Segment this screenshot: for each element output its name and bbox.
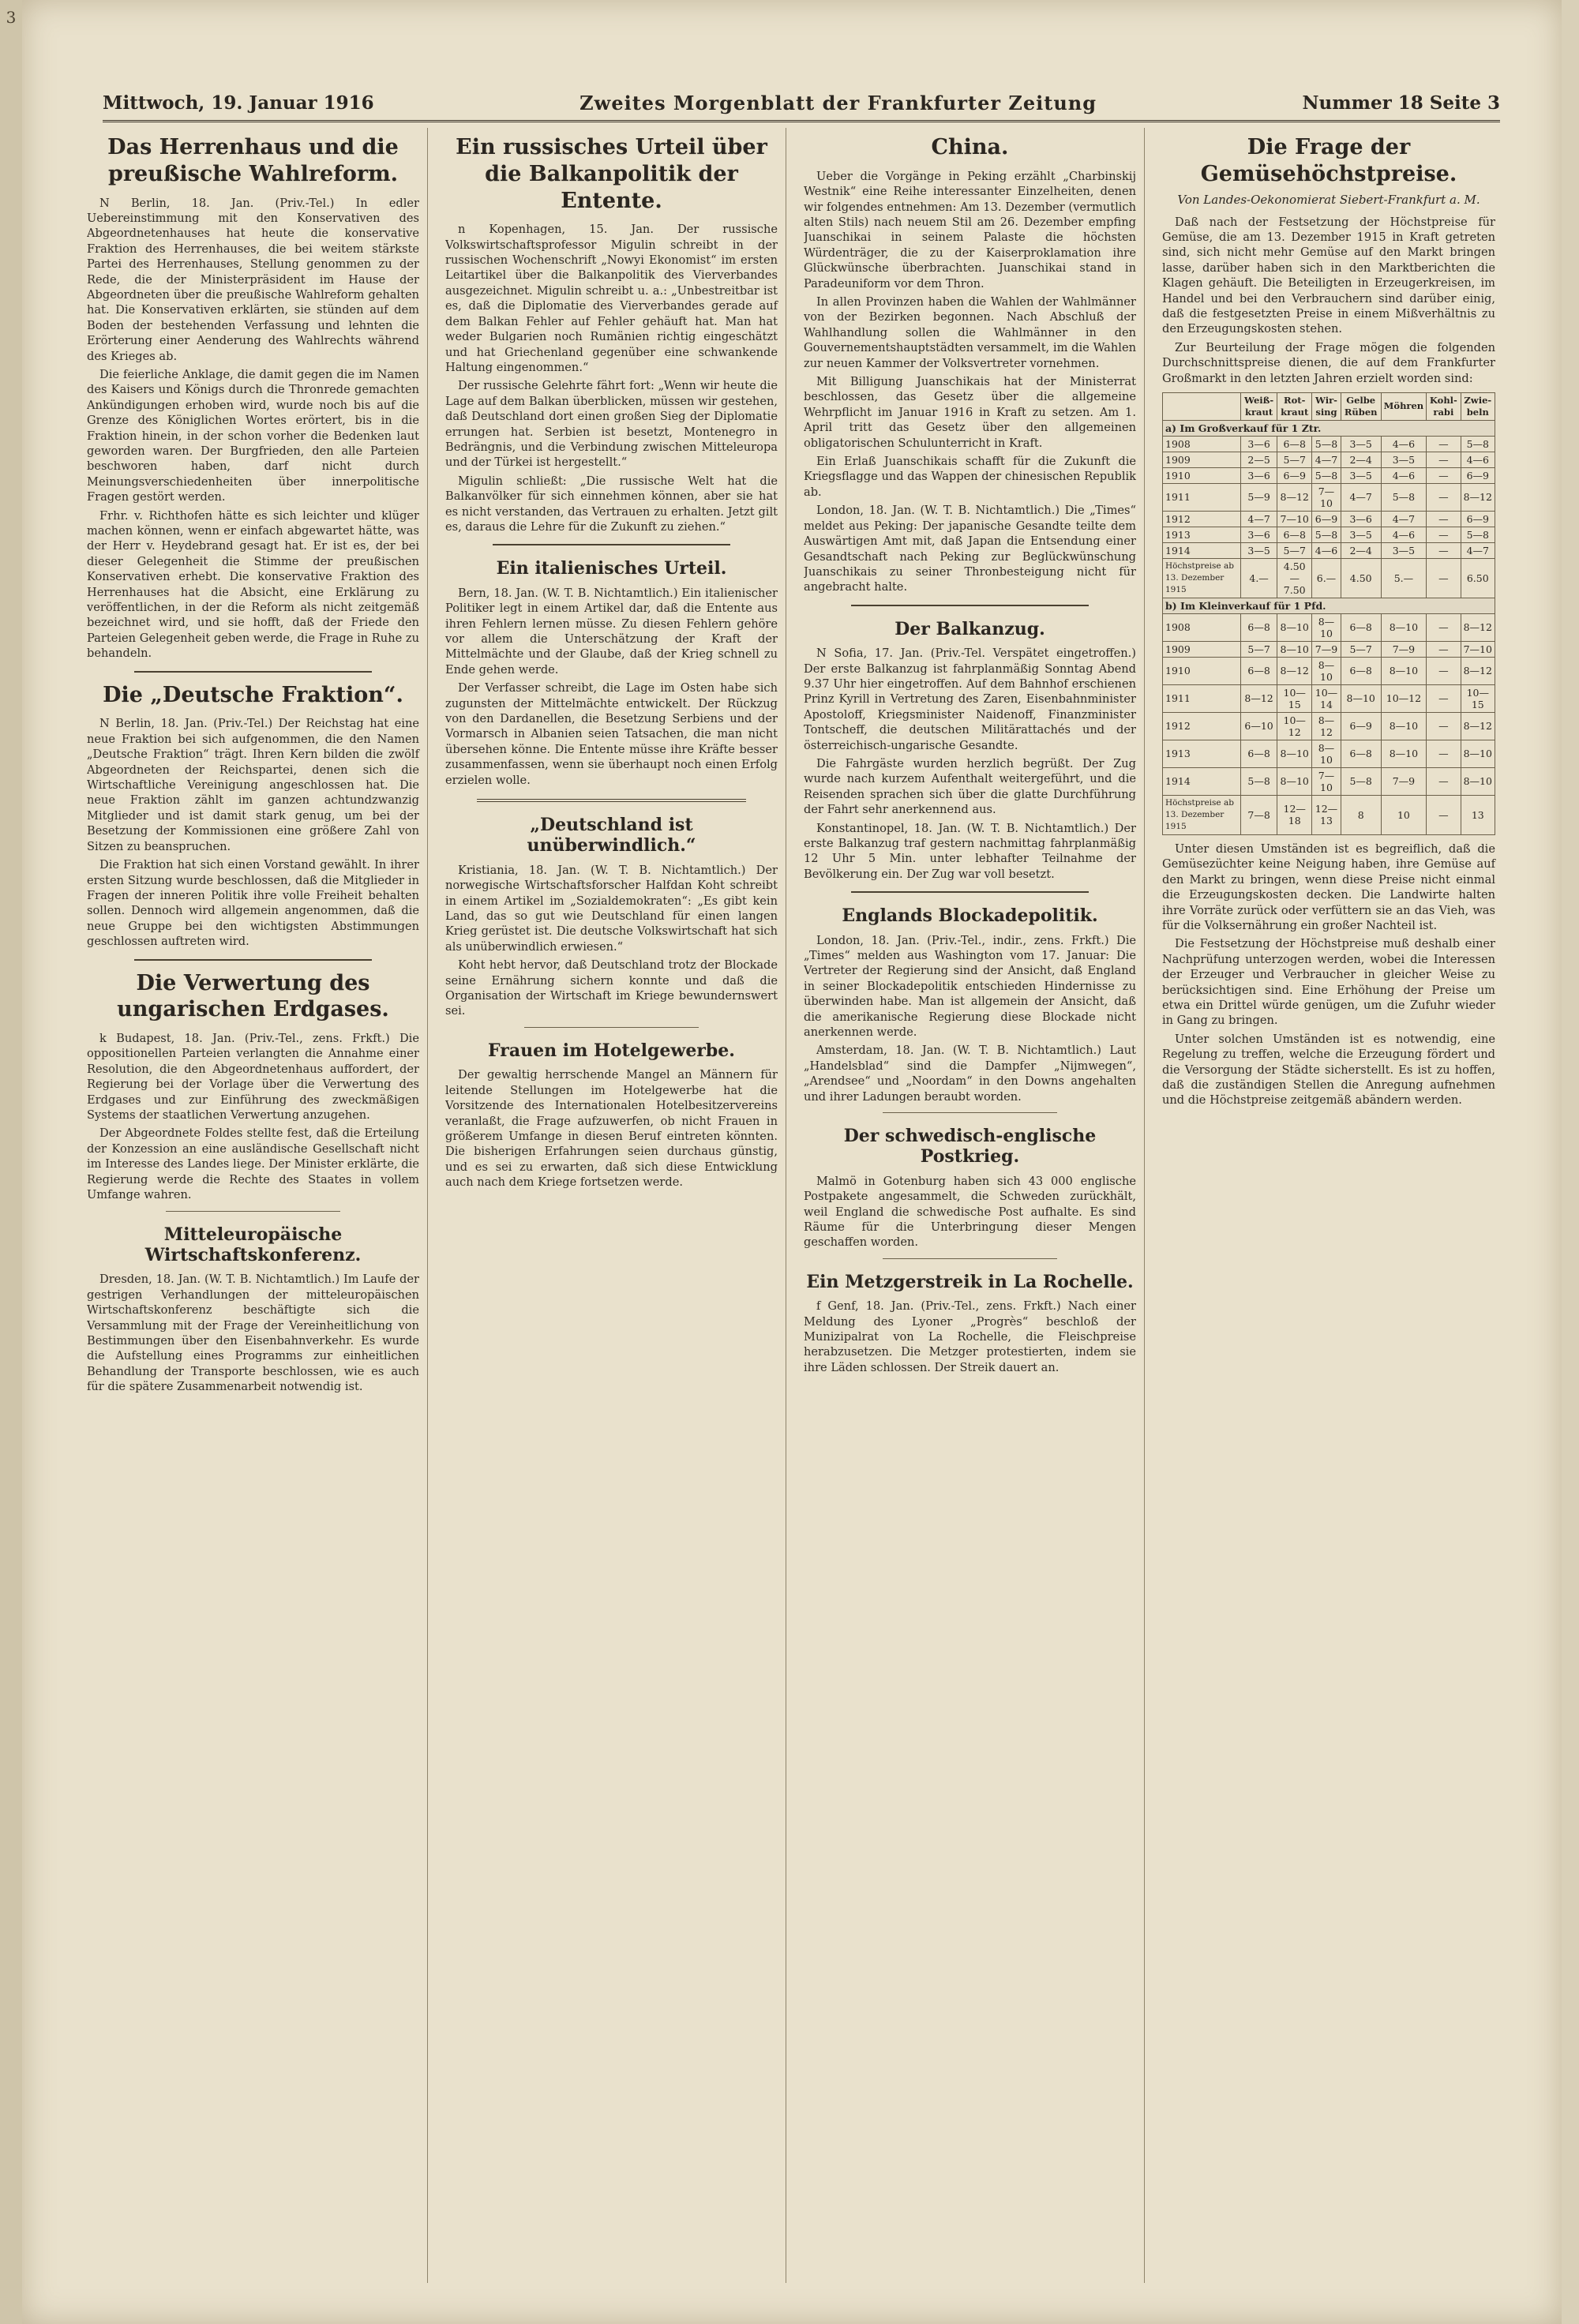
price-table-row <box>1163 641 1495 657</box>
price-table-cell: 1909 <box>1163 641 1241 657</box>
article-paragraph: k Budapest, 18. Jan. (Priv.-Tel., zens. Frkft.) Die oppositionellen Parteien verlangten die Annahme einer Resolution, die den Abgeordnetenhaus auffordert, der Regierung bei der Vorlage über die Verwertung des Erdgases und zur Einführung des zweckmäßigen Systems der staatlichen Verwertung anzugehen. <box>87 1032 419 1123</box>
price-table-cell: 10—15 <box>1461 684 1495 712</box>
price-table-cell: 4—7 <box>1381 511 1427 527</box>
price-table-cell: 6—8 <box>1341 657 1381 684</box>
price-table-cell: 6—9 <box>1277 467 1312 483</box>
price-table-row <box>1163 436 1495 452</box>
divider <box>477 799 746 802</box>
price-table-row <box>1163 452 1495 467</box>
price-table-cell: — <box>1427 527 1461 542</box>
price-table-header-cell: Möhren <box>1381 392 1427 420</box>
article-paragraph: Die Festsetzung der Höchstpreise muß deshalb einer Nachprüfung unterzogen werden, wobei die Interessen der Erzeuger und Verbraucher in gleicher Weise zu berücksichtigen sind. Eine Erhöhung der Preise um etwa ein Drittel würde genügen, um die Zufuhr wieder in Gang zu bringen. <box>1162 937 1495 1028</box>
article-paragraph: N Sofia, 17. Jan. (Priv.-Tel. Verspätet eingetroffen.) Der erste Balkanzug ist fahrplanmäßig Sonntag Abend 9.37 Uhr hier eingetroffen. Auf dem Bahnhof erschienen Prinz Kyrill in Vertretung des Zaren, Eisenbahnminister Apostoloff, Kriegsminister Naidenoff, Finanzminister Tontscheff, die deutschen Militärattachés und der österreichisch-ungarische Gesandte. <box>804 647 1136 752</box>
divider <box>166 1211 340 1212</box>
article-paragraph: Migulin schließt: „Die russische Welt hat die Balkanvölker für sich einnehmen können, aber sie hat es nicht verstanden, das Vertrauen zu erhalten. Jetzt gilt es, daraus die Lehre für die Zukunft zu ziehen.“ <box>445 474 778 534</box>
price-table-cell: 8—10 <box>1312 740 1341 767</box>
price-table-cell: 6—9 <box>1312 511 1341 527</box>
price-table-cell: 6—9 <box>1461 467 1495 483</box>
price-table <box>1162 392 1495 835</box>
price-table-cell: 10—12 <box>1277 712 1312 740</box>
price-table-row <box>1163 527 1495 542</box>
divider <box>851 605 1089 606</box>
price-table-cell: 8—10 <box>1381 740 1427 767</box>
price-table-cell: 5—8 <box>1241 767 1277 795</box>
article-title: „Deutschland ist unüberwindlich.“ <box>527 815 696 857</box>
price-table-cell: 8—12 <box>1461 712 1495 740</box>
price-table-cell: — <box>1427 712 1461 740</box>
article-paragraph: Daß nach der Festsetzung der Höchstpreise für Gemüse, die am 13. Dezember 1915 in Kraft getreten sind, sich nicht mehr Gemüse auf den Markt bringen lasse, darüber haben sich in den Marktberichten die Klagen gehäuft. Die Beteiligten in Erzeugerkreisen, im Handel und bei den Verbrauchern sind darüber einig, daß die festgesetzten Preise in einem Mißverhältnis zu den Erzeugungskosten stehen. <box>1162 215 1495 336</box>
divider <box>134 671 372 673</box>
price-table-cell: 1909 <box>1163 452 1241 467</box>
price-table-cell: 10 <box>1381 795 1427 834</box>
price-table-maxprice-label: Höchstpreise ab 13. Dezember 1915 <box>1163 558 1241 598</box>
article-title: Englands Blockadepolitik. <box>842 905 1098 927</box>
price-table-section-row <box>1163 598 1495 613</box>
price-table-cell: — <box>1427 657 1461 684</box>
article-paragraph: Der gewaltig herrschende Mangel an Männern für leitende Stellungen im Hotelgewerbe hat die Vorsitzende des Internationalen Hotelbesitzervereins veranlaßt, die Frage aufzuwerfen, ob nicht Frauen in größerem Umfange in diesen Beruf eintreten könnten. Die bisherigen Erfahrungen seien durchaus günstig, und es sei zu erwarten, daß sich diese Entwicklung auch nach dem Kriege fortsetzen werde. <box>445 1068 778 1190</box>
price-table-cell: 7—8 <box>1241 795 1277 834</box>
price-table-header-cell: Weiß-kraut <box>1241 392 1277 420</box>
price-table-cell: 8—12 <box>1461 657 1495 684</box>
price-table-cell: 1913 <box>1163 527 1241 542</box>
price-table-cell: 3—6 <box>1241 527 1277 542</box>
article-paragraph: f Genf, 18. Jan. (Priv.-Tel., zens. Frkft.) Nach einer Meldung des Lyoner „Progrès“ beschloß der Munizipalrat von La Rochelle, die Fleischpreise herabzusetzen. Die Metzger protestierten, indem sie ihre Läden schlossen. Der Streik dauert an. <box>804 1299 1136 1374</box>
article-paragraph: Ein Erlaß Juanschikais schafft für die Zukunft die Kriegsflagge und das Wappen der chinesischen Republik ab. <box>804 455 1136 499</box>
price-table-cell: 3—6 <box>1341 511 1381 527</box>
price-table-cell: 8—12 <box>1277 483 1312 511</box>
article-title: China. <box>931 135 1009 159</box>
article-title: Ein russisches Urteil über die Balkanpolitik der Entente. <box>456 135 767 213</box>
price-table-cell: 1914 <box>1163 542 1241 558</box>
price-table-cell: 10—15 <box>1277 684 1312 712</box>
price-table-cell: — <box>1427 740 1461 767</box>
price-table-cell: 6—8 <box>1277 527 1312 542</box>
article-paragraph: Bern, 18. Jan. (W. T. B. Nichtamtlich.) Ein italienischer Politiker legt in einem Artikel dar, daß die Entente aus ihren Fehlern lernen müsse. Zu diesen Fehlern gehöre vor allem die Unterschätzung der Kraft der Mittelmächte und der Glaube, daß der Krieg schnell zu Ende gehen werde. <box>445 586 778 677</box>
price-table-cell: — <box>1427 558 1461 598</box>
price-table-cell: 4—6 <box>1461 452 1495 467</box>
price-table-cell: 3—5 <box>1241 542 1277 558</box>
price-table-cell: 8—10 <box>1277 613 1312 641</box>
article-title: Die Verwertung des ungarischen Erdgases. <box>117 970 389 1022</box>
price-table-cell: 13 <box>1461 795 1495 834</box>
price-table-row <box>1163 740 1495 767</box>
price-table-cell: 10—14 <box>1312 684 1341 712</box>
divider <box>493 544 730 545</box>
article-paragraph: Der Verfasser schreibt, die Lage im Osten habe sich zugunsten der Mittelmächte entwickelt. Der Rückzug von den Dardanellen, die Besetzung Serbiens und der Vormarsch in Albanien seien Tatsachen, die man nicht übersehen könne. Die Entente müsse ihre Kräfte besser zusammenfassen, wenn sie überhaupt noch einen Erfolg erzielen wolle. <box>445 681 778 787</box>
price-table-cell: — <box>1427 795 1461 834</box>
price-table-row <box>1163 684 1495 712</box>
price-table-cell: — <box>1427 641 1461 657</box>
price-table-cell: — <box>1427 467 1461 483</box>
price-table-row <box>1163 542 1495 558</box>
price-table-cell: 3—5 <box>1381 452 1427 467</box>
price-table-cell: 6.— <box>1312 558 1341 598</box>
price-table-row <box>1163 712 1495 740</box>
article-paragraph: Amsterdam, 18. Jan. (W. T. B. Nichtamtlich.) Laut „Handelsblad“ sind die Dampfer „Nijmwegen“, „Arendsee“ und „Noordam“ in den Downs angehalten und ihrer Ladungen beraubt worden. <box>804 1044 1136 1104</box>
price-table-cell: 4—7 <box>1341 483 1381 511</box>
price-table-cell: 5—8 <box>1381 483 1427 511</box>
price-table-cell: 1912 <box>1163 511 1241 527</box>
price-table-cell: 8—10 <box>1381 712 1427 740</box>
article-paragraph: In allen Provinzen haben die Wahlen der Wahlmänner von der Bezirken begonnen. Nach Abschluß der Wahlhandlung sollen die Wahlmänner in den Gouvernementshauptstädten versammelt, im die Wahlen zur neuen Kammer der Volksvertreter vornehmen. <box>804 295 1136 370</box>
price-table-header-cell <box>1163 392 1241 420</box>
price-table-cell: 8—12 <box>1277 657 1312 684</box>
article-paragraph: Unter solchen Umständen ist es notwendig, eine Regelung zu treffen, welche die Erzeugung fördert und die Versorgung der Städte sicherstellt. Es ist zu hoffen, daß die zuständigen Stellen die Anregung aufnehmen und die Höchstpreise zeitgemäß abändern werden. <box>1162 1032 1495 1108</box>
price-table-cell: 10—12 <box>1381 684 1427 712</box>
price-table-cell: 8—10 <box>1277 740 1312 767</box>
column-4 <box>1162 128 1503 2283</box>
price-table-cell: 1910 <box>1163 657 1241 684</box>
price-table-cell: 8—10 <box>1312 613 1341 641</box>
price-table-cell: 7—10 <box>1461 641 1495 657</box>
divider <box>524 1027 699 1028</box>
article-paragraph: Konstantinopel, 18. Jan. (W. T. B. Nichtamtlich.) Der erste Balkanzug traf gestern nachmittag fahrplanmäßig 12 Uhr 5 Min. unter lebhafter Teilnahme der Bevölkerung ein. Der Zug war voll besetzt. <box>804 821 1136 881</box>
price-table-cell: 5—7 <box>1277 542 1312 558</box>
price-table-cell: 1914 <box>1163 767 1241 795</box>
price-table-cell: — <box>1427 542 1461 558</box>
article-paragraph: Ueber die Vorgänge in Peking erzählt „Charbinskij Westnik“ eine Reihe interessanter Einzelheiten, denen wir folgendes entnehmen: Am 13. Dezember (vermutlich alten Stils) nach neuem Stil am 26. Dezember empfing Juanschikai in seinem Palaste die höchsten Würdenträger, die zu der Kaiserproklamation ihre Glückwünsche überbrachten. Juanschikai stand in Paradeuniform vor dem Thron. <box>804 169 1136 290</box>
price-table-cell: 6—9 <box>1461 511 1495 527</box>
price-table-cell: 8—12 <box>1461 613 1495 641</box>
price-table-cell: — <box>1427 613 1461 641</box>
price-table-cell: 6—8 <box>1241 613 1277 641</box>
price-table-header-cell: Kohl-rabi <box>1427 392 1461 420</box>
price-table-cell: 6.50 <box>1461 558 1495 598</box>
price-table-cell: 4.50—7.50 <box>1277 558 1312 598</box>
article-paragraph: Koht hebt hervor, daß Deutschland trotz der Blockade seine Ernährung sichern konnte und daß die Organisation der Wirtschaft im Kriege bewundernswert sei. <box>445 958 778 1018</box>
price-table-header-cell: Wir-sing <box>1312 392 1341 420</box>
price-table-cell: — <box>1427 684 1461 712</box>
article-paragraph: Zur Beurteilung der Frage mögen die folgenden Durchschnittspreise dienen, die auf dem Frankfurter Großmarkt in den letzten Jahren erzielt worden sind: <box>1162 340 1495 385</box>
price-table-cell: 8—12 <box>1312 712 1341 740</box>
price-table-cell: 8—10 <box>1277 767 1312 795</box>
price-table-cell: 4—7 <box>1312 452 1341 467</box>
header-masthead: Zweites Morgenblatt der Frankfurter Zeitung <box>579 91 1097 114</box>
price-table-cell: 5—7 <box>1241 641 1277 657</box>
price-table-cell: 8—10 <box>1381 657 1427 684</box>
price-table-cell: 2—4 <box>1341 452 1381 467</box>
article-paragraph: Die feierliche Anklage, die damit gegen die im Namen des Kaisers und Königs durch die Thronrede gemachten Ankündigungen erhoben wird, wurde noch bis auf die Grenze des Königlichen Wortes erörtert, bis in die Fraktion hinein, in der schon vorher die Bedenken laut geworden waren. Der Burgfrieden, den alle Parteien beschworen haben, darf nicht durch Meinungsverschiedenheiten über innerpolitische Fragen gestört werden. <box>87 367 419 504</box>
price-table-cell: 5—8 <box>1341 767 1381 795</box>
price-table-cell: 1913 <box>1163 740 1241 767</box>
price-table-cell: 6—8 <box>1241 657 1277 684</box>
divider <box>134 959 372 961</box>
price-table-cell: — <box>1427 483 1461 511</box>
price-table-cell: 5—8 <box>1312 436 1341 452</box>
price-table-cell: 5—8 <box>1312 467 1341 483</box>
price-table-cell: 7—9 <box>1312 641 1341 657</box>
price-table-cell: 8—10 <box>1312 657 1341 684</box>
article-title: Frauen im Hotelgewerbe. <box>488 1040 735 1061</box>
price-table-cell: 6—8 <box>1277 436 1312 452</box>
price-table-cell: 5—8 <box>1312 527 1341 542</box>
price-table-cell: 1908 <box>1163 436 1241 452</box>
price-table-cell: 4—6 <box>1312 542 1341 558</box>
price-table-cell: 4—6 <box>1381 527 1427 542</box>
price-table-cell: 6—8 <box>1341 613 1381 641</box>
article-paragraph: Unter diesen Umständen ist es begreiflich, daß die Gemüsezüchter keine Neigung haben, ihre Gemüse auf den Markt zu bringen, wenn diese Preise nicht einmal die Erzeugungskosten decken. Die Landwirte halten ihre Vorräte zurück oder verfüttern sie an das Vieh, was für die Volksernährung ein großer Nachteil ist. <box>1162 842 1495 932</box>
price-table-cell: 12—13 <box>1312 795 1341 834</box>
price-table-cell: 7—10 <box>1312 767 1341 795</box>
price-table-cell: 2—5 <box>1241 452 1277 467</box>
price-table-cell: 7—10 <box>1312 483 1341 511</box>
price-table-header-cell: Zwie-beln <box>1461 392 1495 420</box>
price-table-cell: 5.— <box>1381 558 1427 598</box>
price-table-cell: 6—8 <box>1241 740 1277 767</box>
price-table-row <box>1163 483 1495 511</box>
price-table-row <box>1163 467 1495 483</box>
article-paragraph: Kristiania, 18. Jan. (W. T. B. Nichtamtlich.) Der norwegische Wirtschaftsforscher Halfdan Koht schreibt in einem Artikel im „Sozialdemokraten“: „Es gibt kein Land, das so gut wie Deutschland für einen langen Krieg gerüstet ist. Die deutsche Volkswirtschaft hat sich als unüberwindlich erwiesen.“ <box>445 863 778 954</box>
price-table-cell: 6—9 <box>1341 712 1381 740</box>
column-1 <box>87 128 428 2283</box>
price-table-row <box>1163 511 1495 527</box>
price-table-section-label: a) Im Großverkauf für 1 Ztr. <box>1163 420 1495 436</box>
price-table-cell: 6—8 <box>1341 740 1381 767</box>
article-paragraph: London, 18. Jan. (Priv.-Tel., indir., zens. Frkft.) Die „Times“ melden aus Washington vom 17. Januar: Die Vertreter der Regierung sind der Ansicht, daß England in seiner Blockadepolitik entschieden Hindernisse zu überwinden habe. Man ist allgemein der Ansicht, daß die amerikanische Regierung diese Blockade nicht anerkennen werde. <box>804 933 1136 1040</box>
header-date: Mittwoch, 19. Januar 1916 <box>103 92 374 114</box>
price-table-cell: 8—10 <box>1461 767 1495 795</box>
price-table-maxprice-row <box>1163 558 1495 598</box>
article-title: Mitteleuropäische Wirtschaftskonferenz. <box>144 1224 362 1265</box>
divider <box>851 891 1089 893</box>
header-page-number: Nummer 18 Seite 3 <box>1302 92 1500 114</box>
divider <box>883 1112 1057 1113</box>
price-table-cell: — <box>1427 452 1461 467</box>
article-title: Ein Metzgerstreik in La Rochelle. <box>806 1271 1134 1292</box>
price-table-header <box>1163 392 1495 420</box>
price-table-cell: 4.50 <box>1341 558 1381 598</box>
column-2 <box>445 128 786 2283</box>
price-table-cell: 5—9 <box>1241 483 1277 511</box>
article-title: Die Frage der Gemüsehöchstpreise. <box>1200 135 1457 186</box>
article-paragraph: Malmö in Gotenburg haben sich 43 000 englische Postpakete angesammelt, die Schweden zurückhält, weil England die schwedische Post aufhalte. Es sind Räume für die Unterbringung dieser Mengen geschaffen worden. <box>804 1174 1136 1250</box>
price-table-cell: 5—8 <box>1461 527 1495 542</box>
price-table-header-cell: Gelbe Rüben <box>1341 392 1381 420</box>
price-table-cell: — <box>1427 511 1461 527</box>
article-title: Der Balkanzug. <box>895 618 1045 639</box>
price-table-maxprice-label: Höchstpreise ab 13. Dezember 1915 <box>1163 795 1241 834</box>
price-table-section-label: b) Im Kleinverkauf für 1 Pfd. <box>1163 598 1495 613</box>
adjacent-page-number: 3 <box>6 8 17 27</box>
article-title: Die „Deutsche Fraktion“. <box>103 682 403 707</box>
price-table-maxprice-row <box>1163 795 1495 834</box>
article-paragraph: Frhr. v. Richthofen hätte es sich leichter und klüger machen können, wenn er einfach abgewartet hätte, was der Herr v. Heydebrand gesagt hat. Er ist es, der bei dieser Gelegenheit die Stimme der preußischen Konservativen erhebt. Die konservative Fraktion des Herrenhauses hat die Absicht, eine Erklärung zu veröffentlichen, in der die Reform als nicht zeitgemäß bezeichnet wird, und sie hofft, daß der Friede den Parteien Gelegenheit geben werde, die Frage in Ruhe zu behandeln. <box>87 508 419 661</box>
price-table-cell: 3—6 <box>1241 467 1277 483</box>
price-table-cell: 5—7 <box>1341 641 1381 657</box>
price-table-cell: 1908 <box>1163 613 1241 641</box>
price-table-row <box>1163 767 1495 795</box>
price-table-cell: 2—4 <box>1341 542 1381 558</box>
article-paragraph: N Berlin, 18. Jan. (Priv.-Tel.) Der Reichstag hat eine neue Fraktion bei sich aufgenommen, die den Namen „Deutsche Fraktion“ trägt. Ihren Kern bilden die zwölf Abgeordneten der Reichspartei, denen sich die Wirtschaftliche Vereinigung angeschlossen hat. Die neue Fraktion zählt im ganzen achtundzwanzig Mitglieder und ist damit stark genug, um bei der Besetzung der Kommissionen eine größere Zahl von Sitzen zu beanspruchen. <box>87 717 419 853</box>
article-byline: Von Landes-Oekonomierat Siebert-Frankfurt a. M. <box>1177 192 1480 207</box>
price-table-cell: 8—12 <box>1241 684 1277 712</box>
price-table-row <box>1163 657 1495 684</box>
price-table-cell: 5—7 <box>1277 452 1312 467</box>
article-paragraph: Die Fahrgäste wurden herzlich begrüßt. Der Zug wurde nach kurzem Aufenthalt weitergeführt, und die Reisenden sprachen sich über die glatte Durchführung der Fahrt sehr anerkennend aus. <box>804 756 1136 817</box>
price-table-cell: 8—10 <box>1461 740 1495 767</box>
price-table-cell: 3—5 <box>1341 527 1381 542</box>
price-table-cell: 8 <box>1341 795 1381 834</box>
price-table-cell: — <box>1427 767 1461 795</box>
price-table-cell: 5—8 <box>1461 436 1495 452</box>
price-table-cell: 3—5 <box>1381 542 1427 558</box>
price-table-section-row <box>1163 420 1495 436</box>
price-table-cell: 4.— <box>1241 558 1277 598</box>
price-table-cell: 1910 <box>1163 467 1241 483</box>
price-table-cell: 1911 <box>1163 483 1241 511</box>
adjacent-page-edge <box>0 0 23 2324</box>
page-header <box>103 85 1500 122</box>
article-title: Das Herrenhaus und die preußische Wahlreform. <box>107 135 399 186</box>
article-paragraph: Die Fraktion hat sich einen Vorstand gewählt. In ihrer ersten Sitzung wurde beschlossen, daß die Mitglieder in Fragen der inneren Politik ihre volle Freiheit behalten sollen. Dennoch wird allgemein angenommen, daß die neue Gruppe bei den wichtigsten Abstimmungen geschlossen auftreten wird. <box>87 858 419 949</box>
price-table-cell: 3—5 <box>1341 436 1381 452</box>
price-table-cell: 8—12 <box>1461 483 1495 511</box>
price-table-cell: 4—7 <box>1461 542 1495 558</box>
article-paragraph: N Berlin, 18. Jan. (Priv.-Tel.) In edler Uebereinstimmung mit den Konservativen des Abgeordnetenhauses hat heute die konservative Fraktion des Herrenhauses, die bei weitem stärkste Partei des Herrenhauses, Stellung genommen zu der Rede, die der Ministerpräsident im Hause der Abgeordneten über die preußische Wahlreform gehalten hat. Die Konservativen erklärten, sie stünden auf dem Boden der bestehenden Verfassung und lehnten die Erörterung einer Aenderung des Wahlrechts während des Krieges ab. <box>87 196 419 363</box>
article-title: Der schwedisch-englische Postkrieg. <box>843 1126 1097 1168</box>
price-table-cell: 12—18 <box>1277 795 1312 834</box>
price-table-cell: 4—6 <box>1381 436 1427 452</box>
price-table-cell: 7—9 <box>1381 767 1427 795</box>
price-table-cell: 3—6 <box>1241 436 1277 452</box>
article-paragraph: Der russische Gelehrte fährt fort: „Wenn wir heute die Lage auf dem Balkan überblicken, müssen wir gestehen, daß Deutschland dort einen großen Sieg der Diplomatie errungen hat. Serbien ist besetzt, Montenegro in Bedrängnis, und die Verbindung zwischen Mitteleuropa und der Türkei ist hergestellt.“ <box>445 379 778 470</box>
price-table-cell: 8—10 <box>1381 613 1427 641</box>
price-table-cell: 1912 <box>1163 712 1241 740</box>
price-table-cell: 3—5 <box>1341 467 1381 483</box>
article-paragraph: Dresden, 18. Jan. (W. T. B. Nichtamtlich.) Im Laufe der gestrigen Verhandlungen der mitteleuropäischen Wirtschaftskonferenz beschäftigte sich die Versammlung mit der Frage der Vereinheitlichung von Bestimmungen über den Eisenbahnverkehr. Es wurde die Aufstellung eines Programms zur einheitlichen Behandlung der Transporte beschlossen, wie es auch für die spätere Zusammenarbeit notwendig ist. <box>87 1273 419 1394</box>
article-paragraph: London, 18. Jan. (W. T. B. Nichtamtlich.) Die „Times“ meldet aus Peking: Der japanische Gesandte teilte dem Auswärtigen Amt mit, daß Japan die Entsendung einer Gesandtschaft nach Peking zur Beglückwünschung Juanschikais zu seiner Thronbesteigung nicht für angebracht halte. <box>804 504 1136 594</box>
divider <box>883 1258 1057 1259</box>
price-table-cell: 8—10 <box>1277 641 1312 657</box>
column-3 <box>804 128 1145 2283</box>
price-table-cell: 4—6 <box>1381 467 1427 483</box>
price-table-cell: 1911 <box>1163 684 1241 712</box>
price-table-cell: 4—7 <box>1241 511 1277 527</box>
article-title: Ein italienisches Urteil. <box>496 558 727 579</box>
price-table-cell: — <box>1427 436 1461 452</box>
price-table-cell: 6—10 <box>1241 712 1277 740</box>
price-table-row <box>1163 613 1495 641</box>
price-table-cell: 8—10 <box>1341 684 1381 712</box>
columns <box>87 128 1508 2283</box>
article-paragraph: Mit Billigung Juanschikais hat der Ministerrat beschlossen, das Gesetz über die allgemeine Wehrpflicht im Januar 1916 in Kraft zu setzen. Am 1. April tritt das Gesetz über den allgemeinen obligatorischen Schulunterricht in Kraft. <box>804 375 1136 450</box>
price-table-cell: 7—9 <box>1381 641 1427 657</box>
price-table-body <box>1163 420 1495 834</box>
price-table-cell: 7—10 <box>1277 511 1312 527</box>
article-paragraph: n Kopenhagen, 15. Jan. Der russische Volkswirtschaftsprofessor Migulin schreibt in der russischen Wochenschrift „Nowyi Ekonomist“ im ersten Leitartikel über die Balkanpolitik des Vierverbandes ausgezeichnet. Migulin schreibt u. a.: „Unbestreitbar ist es, daß die Diplomatie des Vierverbandes gerade auf dem Balkan Fehler auf Fehler gehäuft hat. Man hat weder Bulgarien noch Rumänien richtig eingeschätzt und hat Griechenland gegenüber eine schwankende Haltung eingenommen.“ <box>445 223 778 374</box>
price-table-header-cell: Rot-kraut <box>1277 392 1312 420</box>
article-paragraph: Der Abgeordnete Foldes stellte fest, daß die Erteilung der Konzession an eine ausländische Gesellschaft nicht im Interesse des Landes liege. Der Minister erklärte, die Regierung werde die Rechte des Staates in vollem Umfange wahren. <box>87 1126 419 1202</box>
